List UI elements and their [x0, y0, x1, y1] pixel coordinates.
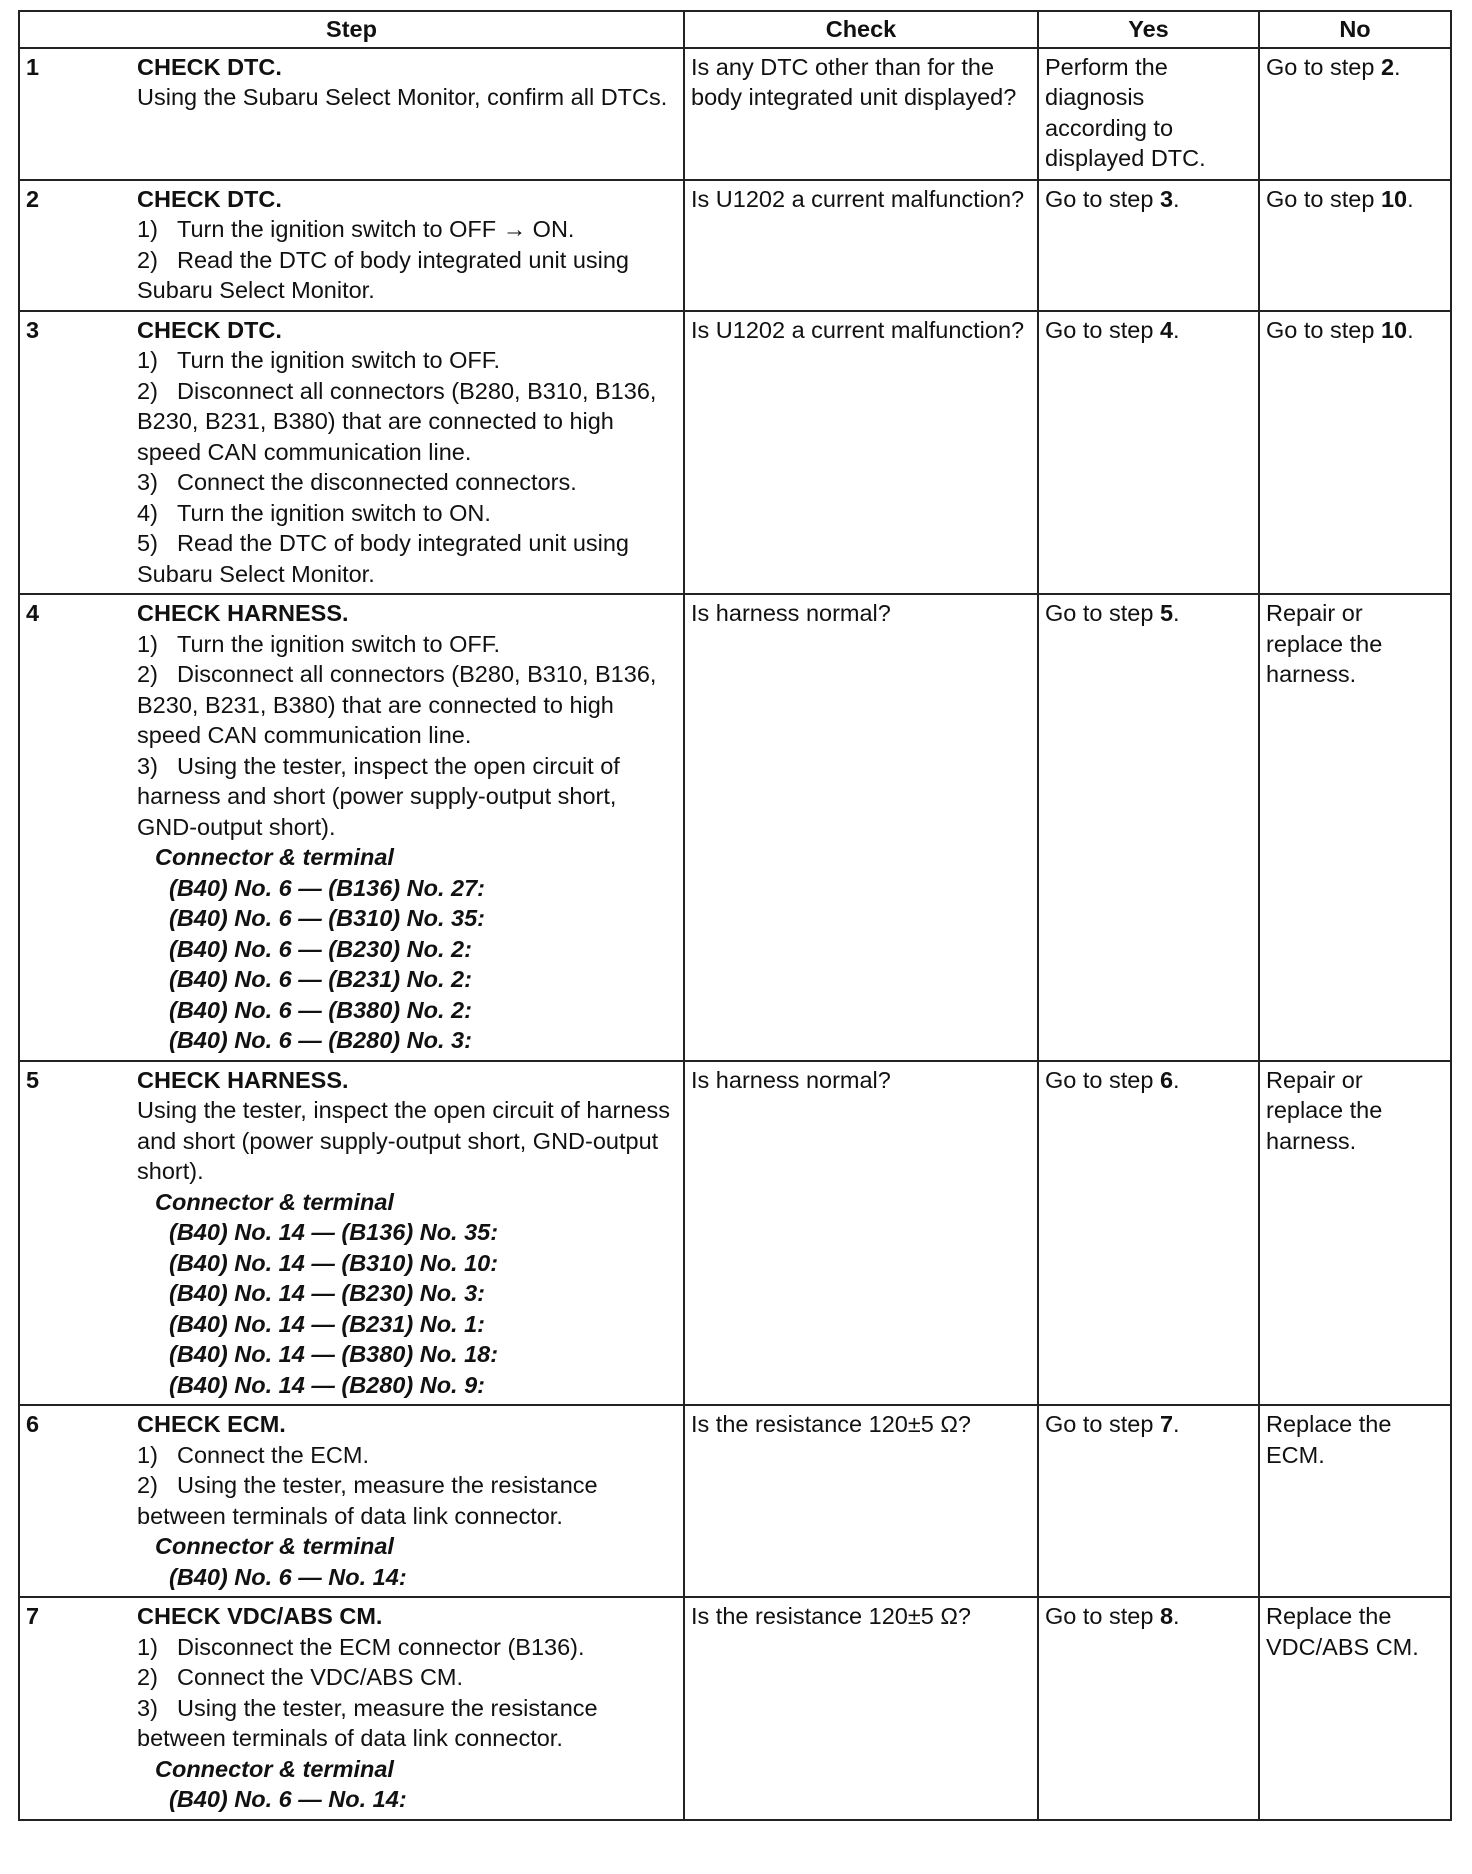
table-row — [19, 594, 1451, 1061]
step-number: 7 — [19, 1597, 137, 1820]
substep-text: Using the tester, inspect the open circuit of harness and short (power supply-output short, GND-output short). — [137, 752, 620, 840]
punctuation: . — [1173, 1066, 1180, 1093]
no-action — [1259, 1405, 1451, 1597]
step-number: 5 — [19, 1061, 137, 1406]
substep-text: Read the DTC of body integrated unit using Subaru Select Monitor. — [137, 246, 629, 303]
punctuation: . — [1173, 185, 1180, 212]
yes-action — [1038, 180, 1259, 311]
substep-number: 5) — [137, 530, 158, 556]
substep-number: 2) — [137, 246, 158, 273]
substep-text: Turn the ignition switch to OFF. — [177, 347, 501, 373]
substep-text: Using the tester, measure the resistance between terminals of data link connector. — [137, 1472, 598, 1529]
connector-terminal-heading: Connector & terminal — [155, 1188, 394, 1215]
substep-number: 2) — [137, 1664, 158, 1690]
step-title: CHECK HARNESS. — [137, 1066, 349, 1093]
no-action — [1259, 594, 1451, 1061]
procedure-substep — [137, 498, 677, 529]
step-procedure — [137, 1405, 684, 1597]
no-step-ref: 10 — [1380, 316, 1408, 343]
substep-number: 4) — [137, 499, 158, 526]
table-row — [19, 180, 1451, 311]
connector-terminal-item: (B40) No. 6 — (B380) No. 2: — [169, 996, 472, 1023]
step-procedure — [137, 1597, 684, 1820]
procedure-substep — [137, 528, 677, 589]
no-action-text: Go to step — [1266, 185, 1381, 212]
step-procedure — [137, 311, 684, 595]
step-procedure — [137, 1061, 684, 1406]
yes-action-text: Go to step — [1045, 185, 1160, 212]
procedure-substep — [137, 345, 677, 376]
punctuation: . — [1394, 53, 1401, 80]
step-procedure — [137, 594, 684, 1061]
substep-number: 3) — [137, 1694, 158, 1721]
substep-text: Disconnect the ECM connector (B136). — [177, 1633, 585, 1660]
yes-action-text: Go to step — [1045, 316, 1160, 343]
no-action-text: Repair or replace the harness. — [1266, 600, 1383, 687]
yes-action — [1038, 1597, 1259, 1820]
no-action — [1259, 1061, 1451, 1406]
step-procedure — [137, 180, 684, 311]
procedure-substep — [137, 245, 677, 306]
diagnostic-table — [18, 10, 1452, 1821]
yes-action-text: Go to step — [1045, 600, 1160, 626]
procedure-substep — [137, 1632, 677, 1663]
substep-number: 1) — [137, 630, 158, 657]
table-row — [19, 311, 1451, 595]
yes-step-ref: 3 — [1159, 185, 1174, 212]
no-action — [1259, 48, 1451, 180]
connector-terminal-heading: Connector & terminal — [155, 844, 394, 870]
connector-terminal-item: (B40) No. 6 — No. 14: — [169, 1786, 407, 1812]
check-question: Is the resistance 120±5 Ω? — [684, 1405, 1038, 1597]
header-step: Step — [19, 11, 684, 48]
yes-action — [1038, 48, 1259, 180]
substep-text: Connect the ECM. — [177, 1441, 370, 1468]
yes-action-text: Perform the diagnosis according to displayed DTC. — [1045, 53, 1206, 171]
table-row — [19, 1597, 1451, 1820]
header-yes: Yes — [1038, 11, 1259, 48]
step-title: CHECK VDC/ABS CM. — [137, 1603, 383, 1629]
no-action-text: Go to step — [1266, 316, 1381, 343]
step-number: 6 — [19, 1405, 137, 1597]
yes-step-ref: 8 — [1159, 1603, 1174, 1629]
check-question: Is U1202 a current malfunction? — [684, 311, 1038, 595]
step-title: CHECK DTC. — [137, 185, 282, 212]
no-action-text: Repair or replace the harness. — [1266, 1066, 1383, 1154]
punctuation: . — [1173, 600, 1180, 626]
substep-text: Using the tester, measure the resistance between terminals of data link connector. — [137, 1694, 598, 1751]
table-header-row — [19, 11, 1451, 48]
connector-terminal-item: (B40) No. 14 — (B380) No. 18: — [169, 1341, 499, 1367]
procedure-substep — [137, 751, 677, 843]
connector-terminal-item: (B40) No. 14 — (B231) No. 1: — [169, 1310, 486, 1337]
no-action — [1259, 180, 1451, 311]
connector-terminal-item: (B40) No. 14 — (B230) No. 3: — [169, 1280, 486, 1306]
connector-terminal-item: (B40) No. 6 — (B310) No. 35: — [169, 905, 486, 931]
connector-terminal-item: (B40) No. 6 — (B230) No. 2: — [169, 935, 472, 962]
table-row — [19, 48, 1451, 180]
check-question: Is harness normal? — [684, 1061, 1038, 1406]
step-title: CHECK DTC. — [137, 316, 282, 343]
substep-number: 3) — [137, 752, 158, 779]
substep-text: Disconnect all connectors (B280, B310, B136, B230, B231, B380) that are connected to high speed CAN communication line. — [137, 661, 657, 748]
step-number: 1 — [19, 48, 137, 180]
yes-action-text: Go to step — [1045, 1603, 1160, 1629]
diagnostic-page — [18, 10, 1450, 1821]
yes-step-ref: 6 — [1159, 1066, 1174, 1093]
substep-number: 3) — [137, 469, 158, 495]
yes-action — [1038, 1061, 1259, 1406]
yes-action — [1038, 594, 1259, 1061]
substep-text: Connect the VDC/ABS CM. — [177, 1664, 464, 1690]
procedure-substep — [137, 629, 677, 660]
substep-text: Turn the ignition switch to OFF → ON. — [177, 216, 575, 242]
yes-action-text: Go to step — [1045, 1411, 1160, 1437]
substep-text: Read the DTC of body integrated unit using Subaru Select Monitor. — [137, 530, 629, 587]
punctuation: . — [1173, 1603, 1180, 1629]
step-procedure — [137, 48, 684, 180]
connector-terminal-item: (B40) No. 14 — (B136) No. 35: — [169, 1219, 499, 1245]
substep-number: 1) — [137, 1633, 158, 1660]
procedure-substep — [137, 1470, 677, 1531]
yes-action-text: Go to step — [1045, 1066, 1160, 1093]
no-action-text: Replace the ECM. — [1266, 1411, 1392, 1468]
substep-number: 1) — [137, 216, 158, 242]
connector-terminal-heading: Connector & terminal — [155, 1533, 394, 1559]
substep-text: Turn the ignition switch to ON. — [177, 499, 491, 526]
substep-text: Turn the ignition switch to OFF. — [177, 630, 501, 657]
no-action-text: Go to step — [1266, 53, 1381, 80]
procedure-substep — [137, 1440, 677, 1471]
substep-number: 1) — [137, 347, 158, 373]
procedure-substep — [137, 1662, 677, 1693]
punctuation: . — [1173, 1411, 1180, 1437]
check-question: Is the resistance 120±5 Ω? — [684, 1597, 1038, 1820]
substep-number: 2) — [137, 1472, 158, 1498]
substep-number: 1) — [137, 1441, 158, 1468]
connector-terminal-item: (B40) No. 14 — (B280) No. 9: — [169, 1371, 486, 1398]
connector-terminal-item: (B40) No. 6 — No. 14: — [169, 1563, 407, 1590]
step-title: CHECK ECM. — [137, 1411, 286, 1437]
yes-step-ref: 4 — [1159, 316, 1174, 343]
procedure-substep — [137, 214, 677, 245]
step-text: Using the Subaru Select Monitor, confirm all DTCs. — [137, 84, 668, 110]
connector-terminal-item: (B40) No. 6 — (B231) No. 2: — [169, 966, 472, 992]
substep-text: Disconnect all connectors (B280, B310, B136, B230, B231, B380) that are connected to high speed CAN communication line. — [137, 377, 657, 465]
yes-step-ref: 5 — [1159, 600, 1174, 626]
punctuation: . — [1407, 185, 1414, 212]
procedure-substep — [137, 376, 677, 468]
no-action-text: Replace the VDC/ABS CM. — [1266, 1603, 1419, 1660]
connector-terminal-item: (B40) No. 6 — (B136) No. 27: — [169, 874, 486, 901]
substep-text: Connect the disconnected connectors. — [177, 469, 577, 495]
yes-action — [1038, 311, 1259, 595]
step-number: 2 — [19, 180, 137, 311]
no-action — [1259, 1597, 1451, 1820]
punctuation: . — [1407, 316, 1414, 343]
substep-number: 2) — [137, 661, 158, 687]
procedure-substep — [137, 1693, 677, 1754]
connector-terminal-item: (B40) No. 6 — (B280) No. 3: — [169, 1027, 472, 1053]
step-number: 3 — [19, 311, 137, 595]
no-step-ref: 10 — [1380, 185, 1408, 212]
header-no: No — [1259, 11, 1451, 48]
step-title: CHECK DTC. — [137, 53, 282, 80]
procedure-substep — [137, 467, 677, 498]
check-question: Is U1202 a current malfunction? — [684, 180, 1038, 311]
yes-step-ref: 7 — [1159, 1411, 1174, 1437]
substep-number: 2) — [137, 377, 158, 404]
step-title: CHECK HARNESS. — [137, 600, 349, 626]
procedure-substep — [137, 659, 677, 751]
connector-terminal-heading: Connector & terminal — [155, 1755, 394, 1782]
check-question: Is harness normal? — [684, 594, 1038, 1061]
header-check: Check — [684, 11, 1038, 48]
check-question: Is any DTC other than for the body integrated unit displayed? — [684, 48, 1038, 180]
step-number: 4 — [19, 594, 137, 1061]
connector-terminal-item: (B40) No. 14 — (B310) No. 10: — [169, 1249, 499, 1276]
yes-action — [1038, 1405, 1259, 1597]
table-row — [19, 1405, 1451, 1597]
table-row — [19, 1061, 1451, 1406]
table-body — [19, 48, 1451, 1820]
step-text: Using the tester, inspect the open circuit of harness and short (power supply-output short, GND-output short). — [137, 1097, 670, 1184]
punctuation: . — [1173, 316, 1180, 343]
no-step-ref: 2 — [1380, 53, 1395, 80]
no-action — [1259, 311, 1451, 595]
